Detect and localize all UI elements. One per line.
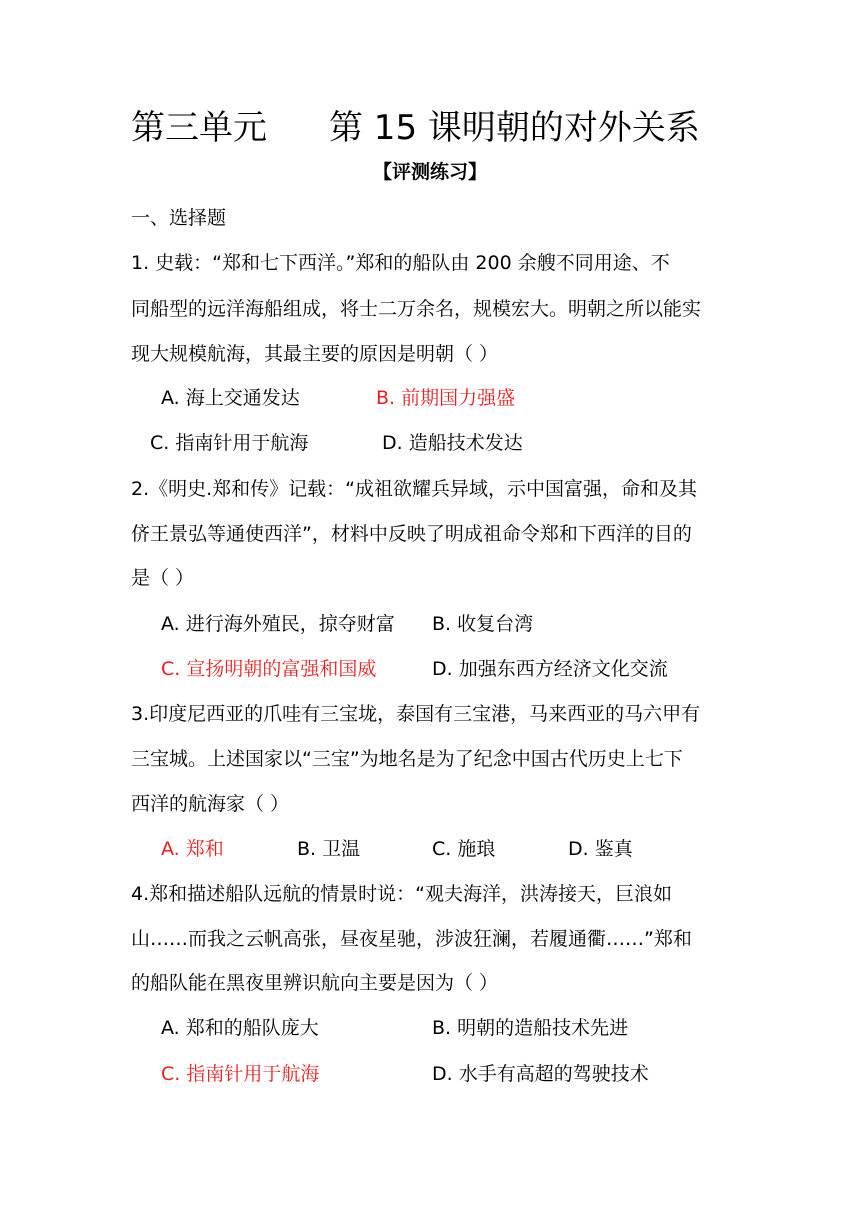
question-2-line-1: 2.《明史.郑和传》记载：“成祖欲耀兵异域，示中国富强，命和及其	[131, 478, 698, 500]
question-3-option-a[interactable]: A. 郑和	[161, 838, 224, 860]
question-2-line-3: 是（ ）	[131, 567, 195, 589]
question-4-line-2: 山……而我之云帆高张，昼夜星驰，涉波狂澜，若履通衢……”郑和	[131, 928, 692, 950]
question-1-option-c[interactable]: C. 指南针用于航海	[150, 432, 309, 454]
question-3-option-d[interactable]: D. 鉴真	[568, 838, 633, 860]
question-3-option-b[interactable]: B. 卫温	[297, 838, 361, 860]
question-4-option-d[interactable]: D. 水手有高超的驾驶技术	[432, 1063, 649, 1085]
unit-title: 第三单元	[131, 108, 267, 148]
question-1-line-3: 现大规模航海，其最主要的原因是明朝（ ）	[131, 343, 499, 365]
question-2-option-b[interactable]: B. 收复台湾	[432, 613, 534, 635]
question-2-option-d[interactable]: D. 加强东西方经济文化交流	[432, 658, 668, 680]
lesson-title: 第 15 课明朝的对外关系	[329, 108, 700, 148]
question-3-line-1: 3.印度尼西亚的爪哇有三宝垅，泰国有三宝港，马来西亚的马六甲有	[131, 703, 701, 725]
question-4-line-3: 的船队能在黑夜里辨识航向主要是因为（ ）	[131, 972, 499, 994]
section-heading: 一、选择题	[131, 207, 227, 229]
question-2-line-2: 侪王景弘等通使西洋”，材料中反映了明成祖命令郑和下西洋的目的	[131, 523, 692, 545]
question-2-option-a[interactable]: A. 进行海外殖民，掠夺财富	[161, 613, 395, 635]
exercise-subtitle: 【评测练习】	[372, 161, 487, 183]
question-4-option-c[interactable]: C. 指南针用于航海	[161, 1063, 320, 1085]
page-title	[131, 108, 700, 148]
question-3-line-3: 西洋的航海家（ ）	[131, 793, 290, 815]
question-1-line-2: 同船型的远洋海船组成，将士二万余名，规模宏大。明朝之所以能实	[131, 298, 702, 320]
question-2-option-c[interactable]: C. 宣扬明朝的富强和国威	[161, 658, 377, 680]
question-1-option-b[interactable]: B. 前期国力强盛	[376, 387, 516, 409]
question-1-option-a[interactable]: A. 海上交通发达	[161, 387, 300, 409]
question-4-line-1: 4.郑和描述船队远航的情景时说：“观夫海洋，洪涛接天，巨浪如	[131, 883, 672, 905]
question-3-option-c[interactable]: C. 施琅	[432, 838, 496, 860]
question-4-option-a[interactable]: A. 郑和的船队庞大	[161, 1017, 319, 1039]
question-3-line-2: 三宝城。上述国家以“三宝”为地名是为了纪念中国古代历史上七下	[131, 748, 683, 770]
question-4-option-b[interactable]: B. 明朝的造船技术先进	[432, 1017, 629, 1039]
question-1-option-d[interactable]: D. 造船技术发达	[382, 432, 523, 454]
question-1-line-1: 1. 史载：“郑和七下西洋。”郑和的船队由 200 余艘不同用途、不	[131, 252, 670, 274]
